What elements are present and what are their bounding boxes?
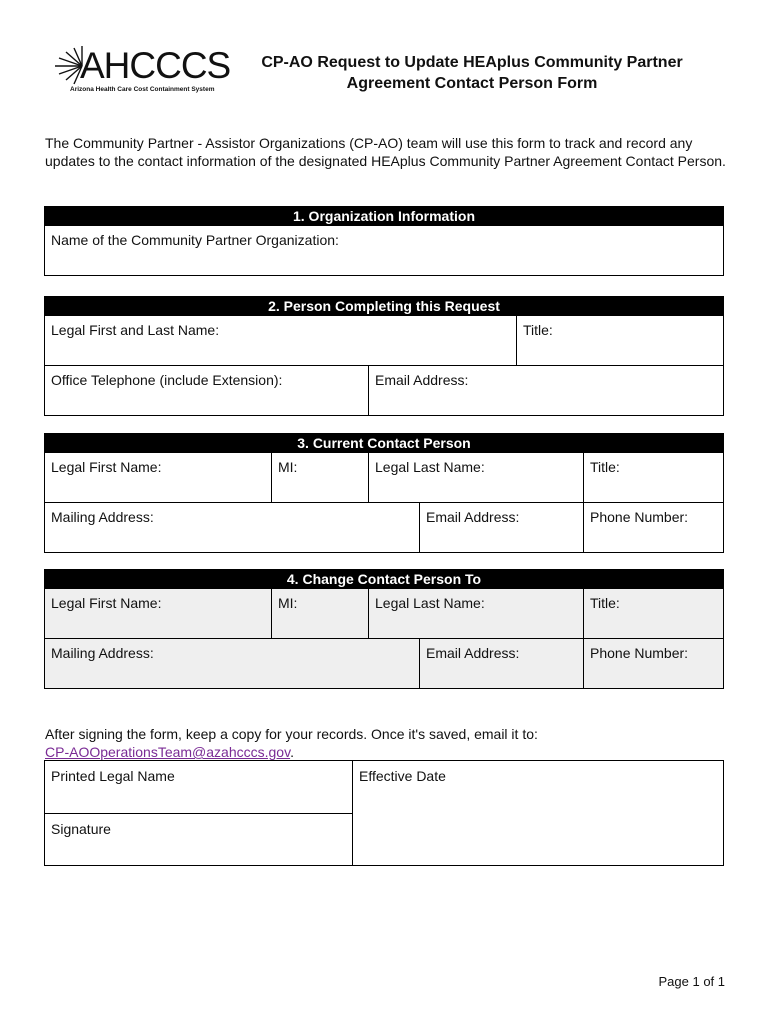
section-heading: 1. Organization Information xyxy=(44,206,724,226)
section-heading: 2. Person Completing this Request xyxy=(44,296,724,316)
email-field[interactable] xyxy=(419,639,583,688)
field-label: Legal Last Name: xyxy=(375,595,485,611)
title-field[interactable] xyxy=(583,453,723,502)
section-change-contact-person xyxy=(44,569,724,689)
punctuation: . xyxy=(290,744,294,760)
phone-number-field[interactable] xyxy=(583,503,723,552)
email-link[interactable]: CP-AOOperationsTeam@azahcccs.gov xyxy=(45,744,291,760)
org-name-field[interactable] xyxy=(45,226,723,275)
effective-date-field[interactable] xyxy=(353,761,452,791)
field-label: Legal First and Last Name: xyxy=(51,322,220,338)
ahcccs-logo xyxy=(52,44,231,96)
field-label: Email Address: xyxy=(375,372,469,388)
field-label: Effective Date xyxy=(359,768,446,784)
field-label: Title: xyxy=(590,595,620,611)
submission-instructions xyxy=(45,725,538,761)
field-label: Legal First Name: xyxy=(51,459,162,475)
title-field[interactable] xyxy=(516,316,723,365)
last-name-field[interactable] xyxy=(368,453,583,502)
signature-field[interactable] xyxy=(45,813,352,865)
last-name-field[interactable] xyxy=(368,589,583,638)
field-label: Phone Number: xyxy=(590,645,689,661)
field-label: MI: xyxy=(278,459,298,475)
mailing-address-field[interactable] xyxy=(45,639,419,688)
section-organization-information xyxy=(44,206,724,276)
field-label: Title: xyxy=(590,459,620,475)
field-label: Printed Legal Name xyxy=(51,768,175,784)
first-name-field[interactable] xyxy=(45,589,271,638)
intro-paragraph: The Community Partner - Assistor Organizations (CP-AO) team will use this form to track and record any updates to the contact information of the designated HEAplus Community Partner Agreement Contact Person. xyxy=(45,135,726,169)
field-label: Mailing Address: xyxy=(51,645,154,661)
section-current-contact-person xyxy=(44,433,724,553)
page-number: Page 1 of 1 xyxy=(658,974,725,989)
email-field[interactable] xyxy=(419,503,583,552)
field-label: Mailing Address: xyxy=(51,509,154,525)
instructions-text: After signing the form, keep a copy for your records. Once it's saved, email it to: xyxy=(45,726,538,742)
first-name-field[interactable] xyxy=(45,453,271,502)
logo-subtitle: Arizona Health Care Cost Containment System xyxy=(70,86,215,93)
field-label: Legal First Name: xyxy=(51,595,162,611)
legal-name-field[interactable] xyxy=(45,316,516,365)
field-label: Phone Number: xyxy=(590,509,689,525)
field-label: Email Address: xyxy=(426,645,520,661)
field-label: Name of the Community Partner Organization: xyxy=(51,232,339,248)
field-label: Title: xyxy=(523,322,553,338)
mailing-address-field[interactable] xyxy=(45,503,419,552)
email-field[interactable] xyxy=(368,366,723,415)
signature-table xyxy=(44,760,724,866)
field-label: Legal Last Name: xyxy=(375,459,485,475)
printed-legal-name-field[interactable] xyxy=(45,761,352,813)
section-heading: 3. Current Contact Person xyxy=(44,433,724,453)
logo-wordmark: AHCCCS xyxy=(80,45,231,86)
middle-initial-field[interactable] xyxy=(271,453,368,502)
section-heading: 4. Change Contact Person To xyxy=(44,569,724,589)
phone-number-field[interactable] xyxy=(583,639,723,688)
office-telephone-field[interactable] xyxy=(45,366,368,415)
middle-initial-field[interactable] xyxy=(271,589,368,638)
field-label: Signature xyxy=(51,821,111,837)
field-label: Office Telephone (include Extension): xyxy=(51,372,283,388)
section-person-completing-request xyxy=(44,296,724,416)
field-label: MI: xyxy=(278,595,298,611)
form-title: CP-AO Request to Update HEAplus Community Partner Agreement Contact Person Form xyxy=(261,54,683,92)
field-label: Email Address: xyxy=(426,509,520,525)
title-field[interactable] xyxy=(583,589,723,638)
